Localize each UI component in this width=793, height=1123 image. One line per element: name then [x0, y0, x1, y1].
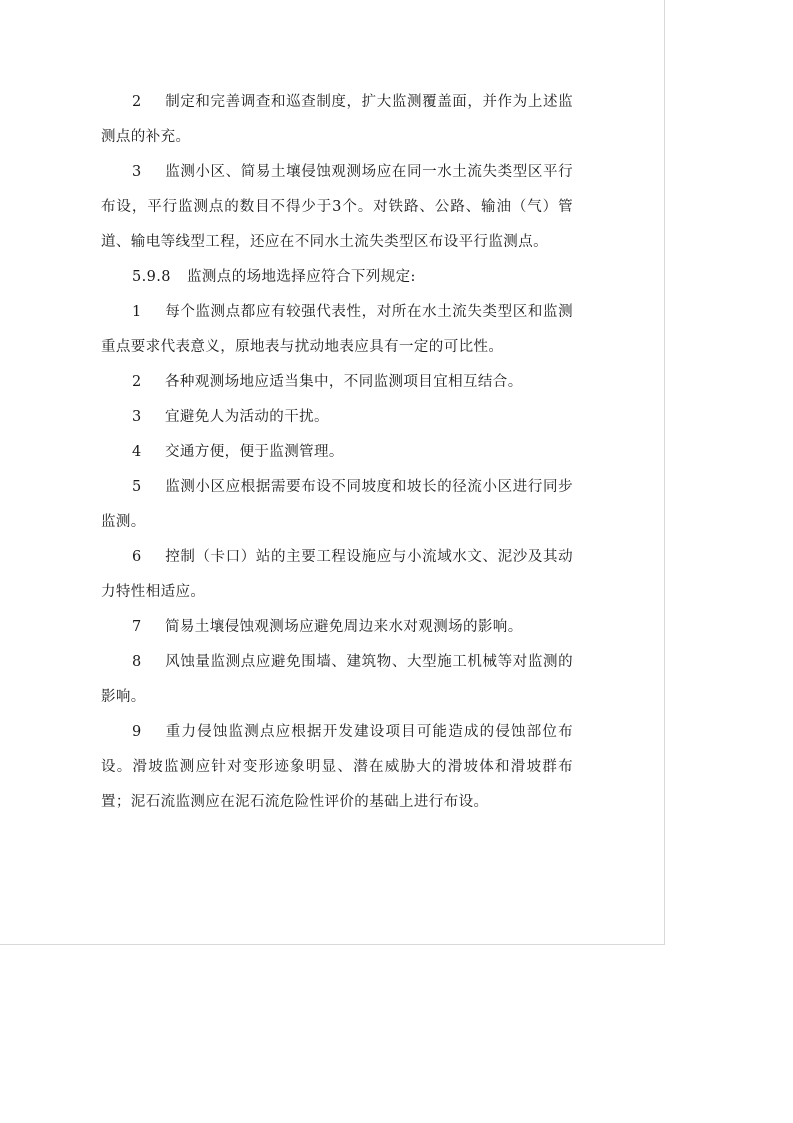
section-5-9-8	[101, 260, 573, 295]
clause-6	[101, 540, 573, 610]
clause-text: 简易土壤侵蚀观测场应避免周边来水对观测场的影响。	[165, 619, 523, 635]
clause-7	[101, 610, 573, 645]
clause-2b	[101, 365, 573, 400]
clause-text: 重力侵蚀监测点应根据开发建设项目可能造成的侵蚀部位布设。滑坡监测应针对变形迹象明显、潜在威胁大的滑坡体和滑坡群布置；泥石流监测应在泥石流危险性评价的基础上进行布设。	[101, 724, 573, 810]
clause-4	[101, 435, 573, 470]
clause-1	[101, 295, 573, 365]
clause-text: 宜避免人为活动的干扰。	[165, 409, 329, 425]
clause-text: 交通方便，便于监测管理。	[165, 444, 344, 460]
clause-number: 5	[132, 479, 142, 495]
clause-3b	[101, 400, 573, 435]
clause-number: 4	[132, 444, 142, 460]
clause-number: 8	[132, 654, 142, 670]
clause-number: 1	[132, 304, 142, 320]
clause-number: 2	[132, 94, 142, 110]
clause-2	[101, 85, 573, 155]
clause-9	[101, 715, 573, 820]
clause-number: 9	[132, 724, 142, 740]
clause-5	[101, 470, 573, 540]
clause-number: 3	[132, 164, 142, 180]
clause-3	[101, 155, 573, 260]
clause-number: 7	[132, 619, 142, 635]
clause-text: 风蚀量监测点应避免围墙、建筑物、大型施工机械等对监测的影响。	[101, 654, 573, 705]
clause-text: 各种观测场地应适当集中，不同监测项目宜相互结合。	[165, 374, 523, 390]
page-content	[101, 85, 573, 820]
clause-number: 2	[132, 374, 142, 390]
section-text: 监测点的场地选择应符合下列规定:	[187, 269, 416, 285]
clause-text: 每个监测点都应有较强代表性，对所在水土流失类型区和监测重点要求代表意义，原地表与扰动地表应具有一定的可比性。	[101, 304, 573, 355]
section-number: 5.9.8	[132, 269, 171, 285]
clause-8	[101, 645, 573, 715]
clause-number: 3	[132, 409, 142, 425]
clause-text: 制定和完善调查和巡查制度，扩大监测覆盖面，并作为上述监测点的补充。	[101, 94, 573, 145]
clause-text: 控制（卡口）站的主要工程设施应与小流域水文、泥沙及其动力特性相适应。	[101, 549, 573, 600]
clause-text: 监测小区应根据需要布设不同坡度和坡长的径流小区进行同步监测。	[101, 479, 573, 530]
clause-number: 6	[132, 549, 142, 565]
clause-text: 监测小区、简易土壤侵蚀观测场应在同一水土流失类型区平行布设，平行监测点的数目不得少于3个。对铁路、公路、输油（气）管道、输电等线型工程，还应在不同水土流失类型区布设平行监测点。	[101, 164, 573, 250]
